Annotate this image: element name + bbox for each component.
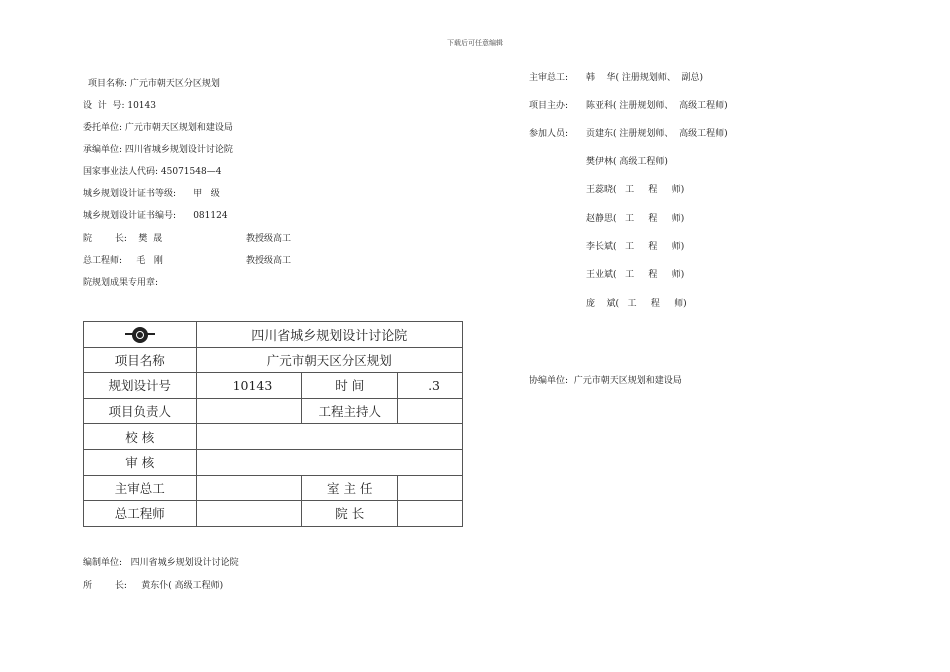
institute-seal-icon (132, 326, 148, 343)
chief-engineer-cell (196, 501, 302, 527)
institute-name-cell: 四川省城乡规划设计讨论院 (196, 322, 462, 348)
table-row (84, 373, 463, 399)
project-leader-label-cell: 项目负责人 (84, 398, 197, 424)
check-label-cell: 校 核 (84, 424, 197, 450)
table-row (84, 424, 463, 450)
chief-engineer-line: 总工程师: 毛 刚 (83, 256, 163, 266)
director-line: 所 长: 黄东仆( 高级工程师) (83, 581, 224, 591)
review-label-cell: 审 核 (84, 449, 197, 475)
time-label-cell: 时 间 (302, 373, 398, 399)
chief-engineer-label-cell: 总工程师 (84, 501, 197, 527)
table-row (84, 347, 463, 373)
institute-seal-cell (84, 322, 197, 348)
project-lead-value: 陈亚科( 注册规划师、 高级工程师) (586, 101, 728, 111)
chief-engineer-title: 教授级高工 (246, 256, 292, 266)
certificate-number-line: 城乡规划设计证书编号: 081124 (83, 211, 228, 221)
chief-review-label-cell: 主审总工 (84, 475, 197, 501)
project-lead-label: 项目主办: (529, 101, 569, 111)
dean-cell (398, 501, 463, 527)
member-item: 樊伊林( 高级工程师) (586, 157, 668, 167)
project-name-label-cell: 项目名称 (84, 347, 197, 373)
office-director-label-cell: 室 主 任 (302, 475, 398, 501)
check-cell (196, 424, 462, 450)
contractor-line: 承编单位: 四川省城乡规划设计讨论院 (83, 145, 233, 155)
member-item: 王业斌( 工 程 师) (586, 270, 685, 280)
member-item: 李长斌( 工 程 师) (586, 242, 685, 252)
members-label: 参加人员: (529, 129, 569, 139)
certificate-grade-line: 城乡规划设计证书等级: 甲 级 (83, 189, 220, 199)
table-row (84, 475, 463, 501)
office-director-cell (398, 475, 463, 501)
project-host-label-cell: 工程主持人 (302, 398, 398, 424)
table-row (84, 449, 463, 475)
time-value-cell: .3 (398, 373, 463, 399)
design-number-line: 设 计 号: 10143 (83, 101, 156, 111)
page-header: 下载后可任意编辑 (447, 39, 503, 47)
project-card-table (83, 321, 463, 527)
project-host-cell (398, 398, 463, 424)
project-name-cell: 广元市朝天区分区规划 (196, 347, 462, 373)
chief-review-cell (196, 475, 302, 501)
review-cell (196, 449, 462, 475)
chief-review-label: 主审总工: (529, 73, 569, 83)
project-name-line: 项目名称: 广元市朝天区分区规划 (88, 79, 220, 89)
chief-review-value: 韩 华( 注册规划师、 副总) (586, 73, 704, 83)
table-row (84, 398, 463, 424)
co-compiler-line: 协编单位: 广元市朝天区规划和建设局 (529, 376, 682, 386)
compiler-line: 编制单位: 四川省城乡规划设计讨论院 (83, 558, 239, 568)
member-item: 赵静思( 工 程 师) (586, 214, 685, 224)
seal-line: 院规划成果专用章: (83, 278, 159, 288)
project-leader-cell (196, 398, 302, 424)
member-item: 王蕊晓( 工 程 师) (586, 185, 685, 195)
member-item: 庞 斌( 工 程 师) (586, 299, 687, 309)
dean-title: 教授级高工 (246, 234, 292, 244)
member-item: 贡建东( 注册规划师、 高级工程师) (586, 129, 728, 139)
dean-line: 院 长: 樊 晟 (83, 234, 163, 244)
design-no-label-cell: 规划设计号 (84, 373, 197, 399)
table-row (84, 501, 463, 527)
dean-label-cell: 院 长 (302, 501, 398, 527)
design-no-cell: 10143 (196, 373, 302, 399)
table-row (84, 322, 463, 348)
client-line: 委托单位: 广元市朝天区规划和建设局 (83, 123, 233, 133)
legal-code-line: 国家事业法人代码: 45071548—4 (83, 167, 222, 177)
